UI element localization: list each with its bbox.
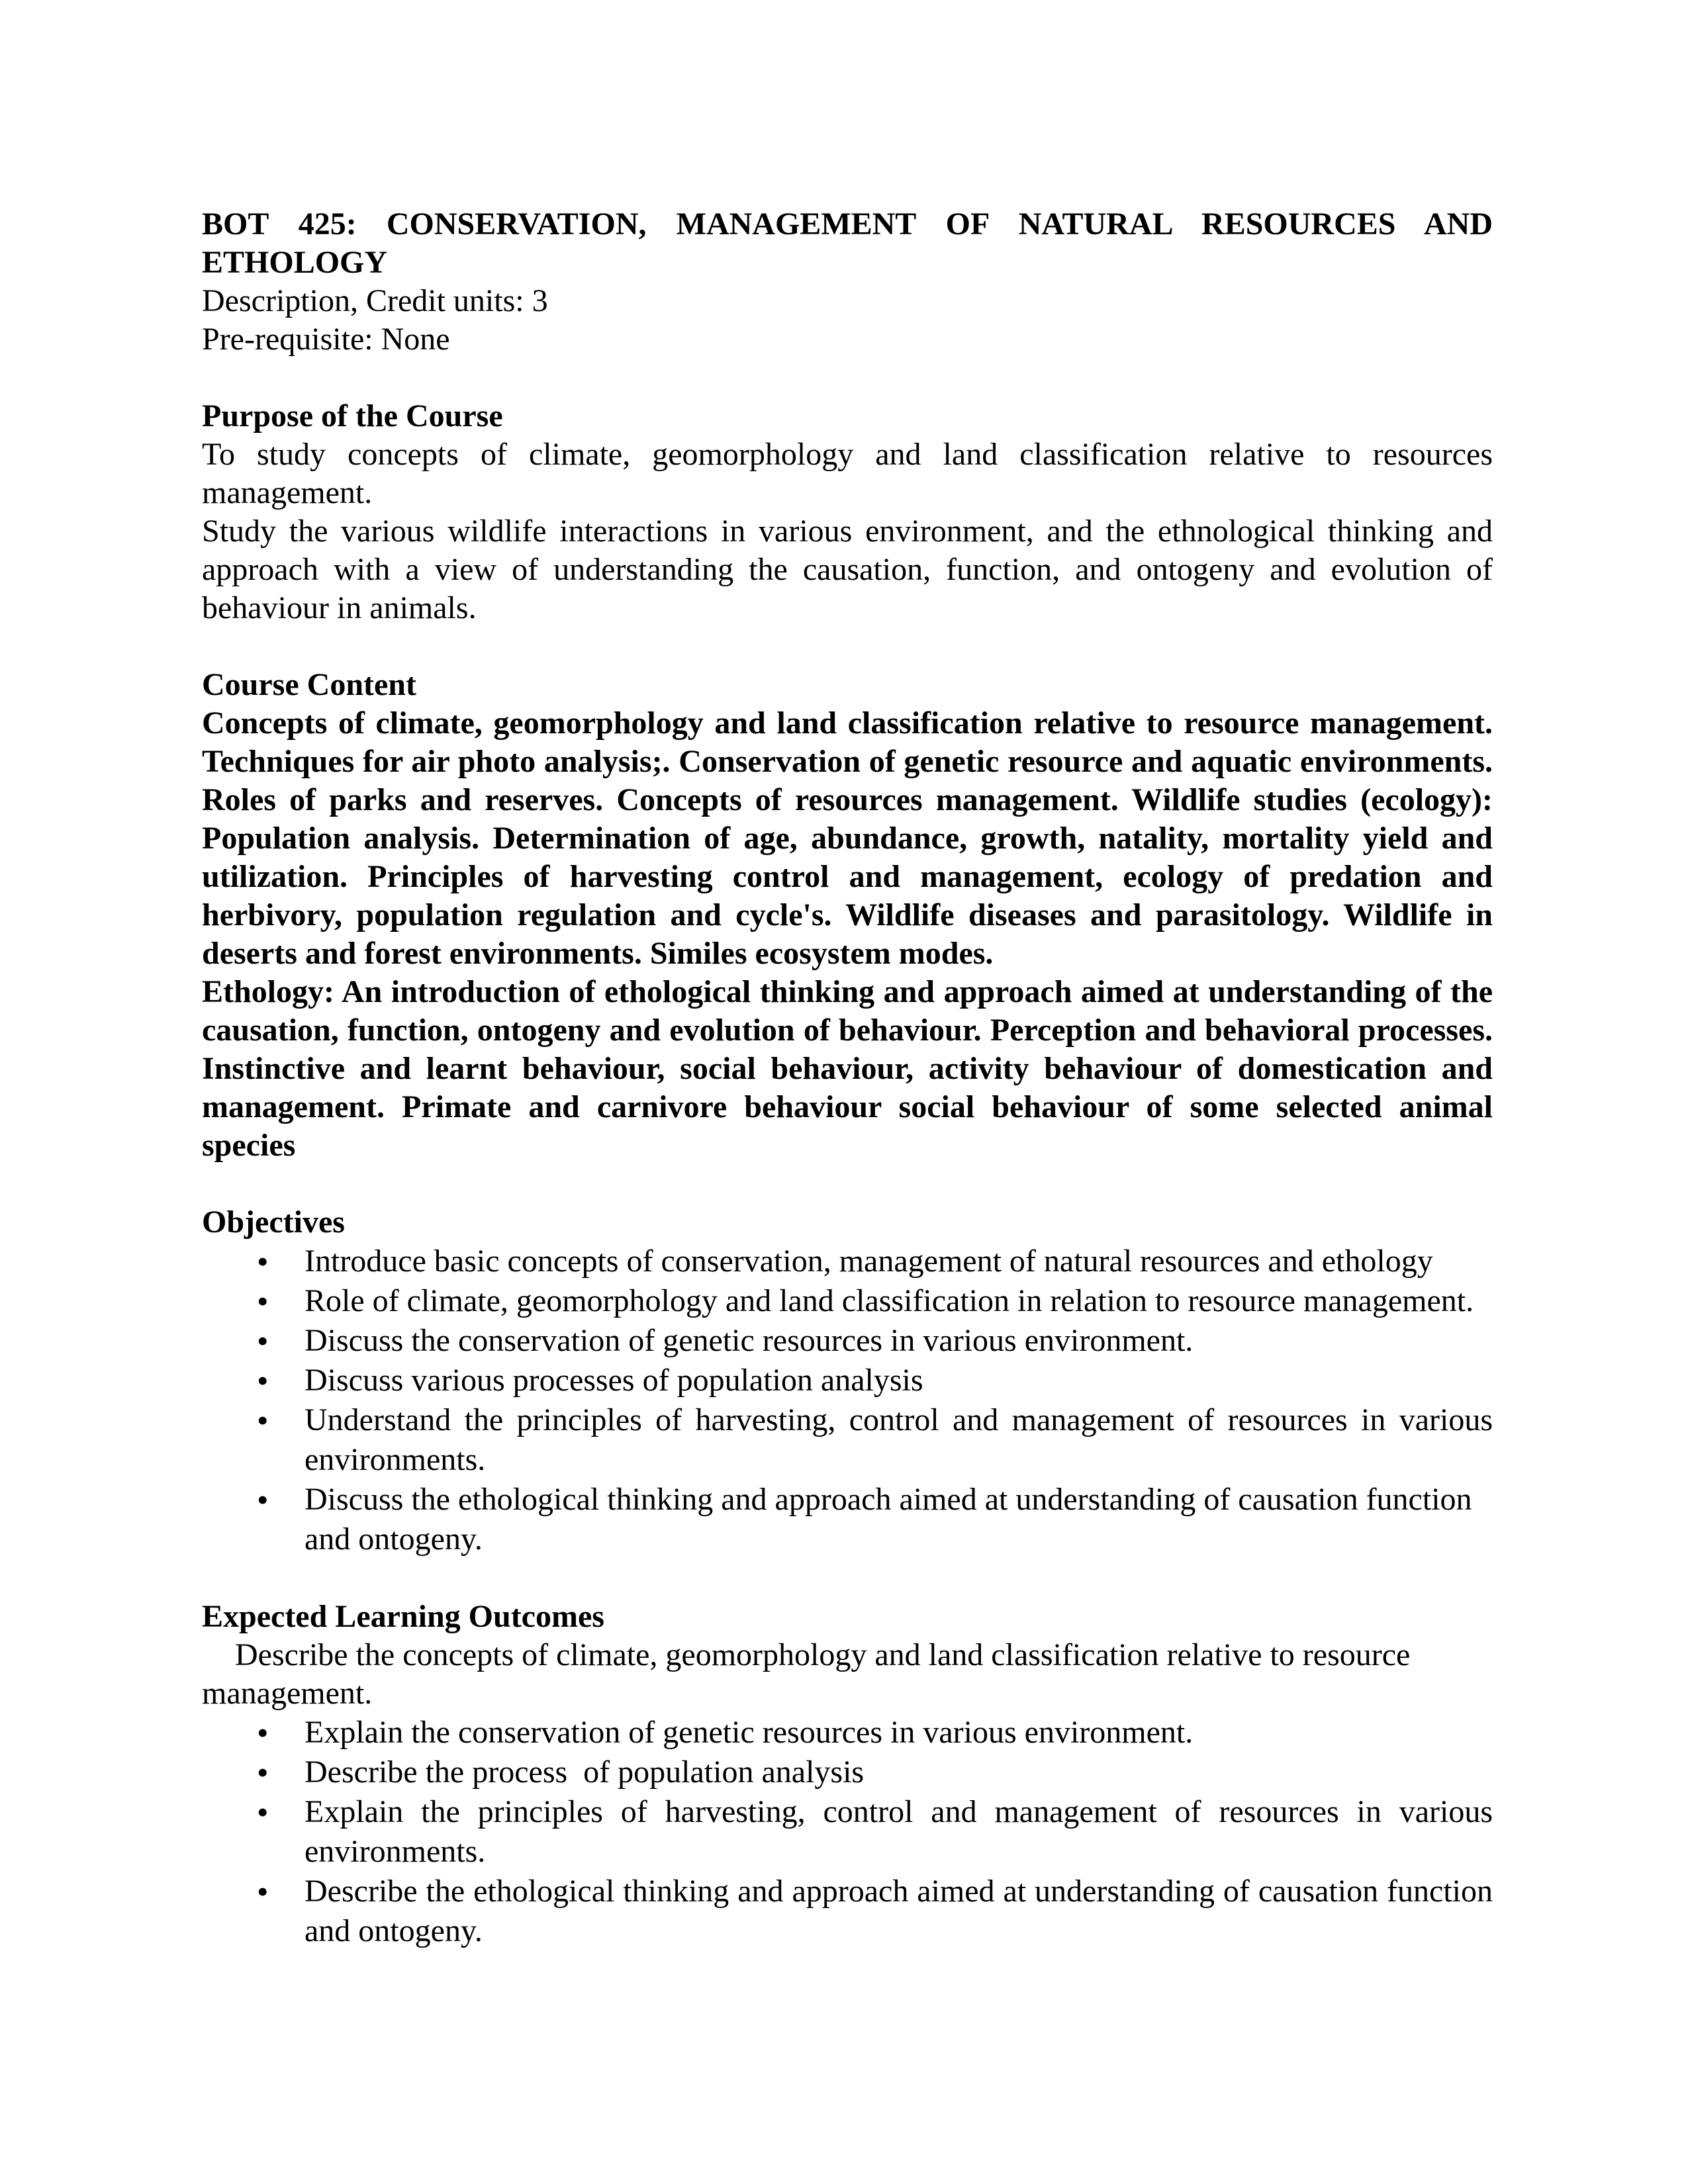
- list-item: [202, 1321, 1493, 1361]
- document-content: [202, 205, 1493, 1951]
- bullet-icon: •: [257, 1873, 269, 1910]
- bullet-icon: •: [257, 1362, 269, 1399]
- bullet-icon: •: [257, 1283, 269, 1320]
- spacer: [202, 1559, 1493, 1598]
- list-item-text: Explain the conservation of genetic resources in various environment.: [305, 1715, 1194, 1750]
- bullet-icon: •: [257, 1754, 269, 1791]
- list-item-text: Explain the principles of harvesting, control and management of resources in various environments.: [305, 1794, 1493, 1869]
- outcomes-intro: Describe the concepts of climate, geomorphology and land classification relative to resource management.: [202, 1637, 1411, 1711]
- course-content-paragraph-1: Concepts of climate, geomorphology and land classification relative to resource management. Techniques for air photo analysis;. Conservation of genetic resource and aquatic environments. Roles of parks and reserves. Concepts of resources management. Wildlife studies (ecology): Population analysis. Determination of age, abundance, growth, natality, mortality yield and utilization. Principles of harvesting control and management, ecology of predation and herbivory, population regulation and cycle's. Wildlife diseases and parasitology. Wildlife in deserts and forest environments. Similes ecosystem modes.: [202, 705, 1493, 971]
- list-item: [202, 1713, 1493, 1752]
- list-item-text: Describe the ethological thinking and approach aimed at understanding of causation function and ontogeny.: [305, 1874, 1493, 1948]
- list-item: [202, 1792, 1493, 1872]
- credit-units-line: Description, Credit units: 3: [202, 283, 548, 318]
- objectives-heading: Objectives: [202, 1205, 345, 1240]
- bullet-icon: •: [257, 1322, 269, 1359]
- list-item: [202, 1752, 1493, 1792]
- bullet-icon: •: [257, 1481, 269, 1518]
- bullet-icon: •: [257, 1714, 269, 1751]
- course-content-heading: Course Content: [202, 667, 416, 702]
- list-item: [202, 1480, 1493, 1559]
- list-item-text: Understand the principles of harvesting, control and management of resources in various environments.: [305, 1402, 1493, 1477]
- spacer: [202, 359, 1493, 397]
- page-title: BOT 425: CONSERVATION, MANAGEMENT OF NATURAL RESOURCES AND ETHOLOGY: [202, 206, 1493, 280]
- spacer: [202, 627, 1493, 666]
- list-item: [202, 1400, 1493, 1480]
- list-item: [202, 1281, 1493, 1321]
- list-item-text: Discuss various processes of population analysis: [305, 1363, 923, 1398]
- list-item-text: Introduce basic concepts of conservation, management of natural resources and ethology: [305, 1244, 1433, 1279]
- purpose-paragraph-2: Study the various wildlife interactions in various environment, and the ethnological thinking and approach with a view of understanding the causation, function, and ontogeny and evolution of behaviour in animals.: [202, 514, 1493, 625]
- outcomes-heading: Expected Learning Outcomes: [202, 1599, 604, 1634]
- course-content-paragraph-2: Ethology: An introduction of ethological thinking and approach aimed at understanding of the causation, function, ontogeny and evolution of behaviour. Perception and behavioral processes. Instinctive and learnt behaviour, social behaviour, activity behaviour of domestication and management. Primate and carnivore behaviour social behaviour of some selected animal species: [202, 974, 1493, 1163]
- list-item-text: Discuss the conservation of genetic resources in various environment.: [305, 1323, 1194, 1358]
- objectives-list: [202, 1242, 1493, 1559]
- list-item-text: Role of climate, geomorphology and land classification in relation to resource management.: [305, 1283, 1474, 1318]
- bullet-icon: •: [257, 1402, 269, 1439]
- list-item: [202, 1242, 1493, 1281]
- outcomes-list: [202, 1713, 1493, 1951]
- list-item-text: Describe the process of population analysis: [305, 1754, 865, 1790]
- spacer: [202, 1165, 1493, 1203]
- bullet-icon: •: [257, 1794, 269, 1831]
- bullet-icon: •: [257, 1243, 269, 1280]
- purpose-heading: Purpose of the Course: [202, 398, 503, 433]
- purpose-paragraph-1: To study concepts of climate, geomorphology and land classification relative to resources management.: [202, 437, 1493, 510]
- list-item-text: Discuss the ethological thinking and approach aimed at understanding of causation function and ontogeny.: [305, 1482, 1472, 1557]
- list-item: [202, 1872, 1493, 1951]
- prerequisite-line: Pre-requisite: None: [202, 322, 450, 357]
- list-item: [202, 1361, 1493, 1400]
